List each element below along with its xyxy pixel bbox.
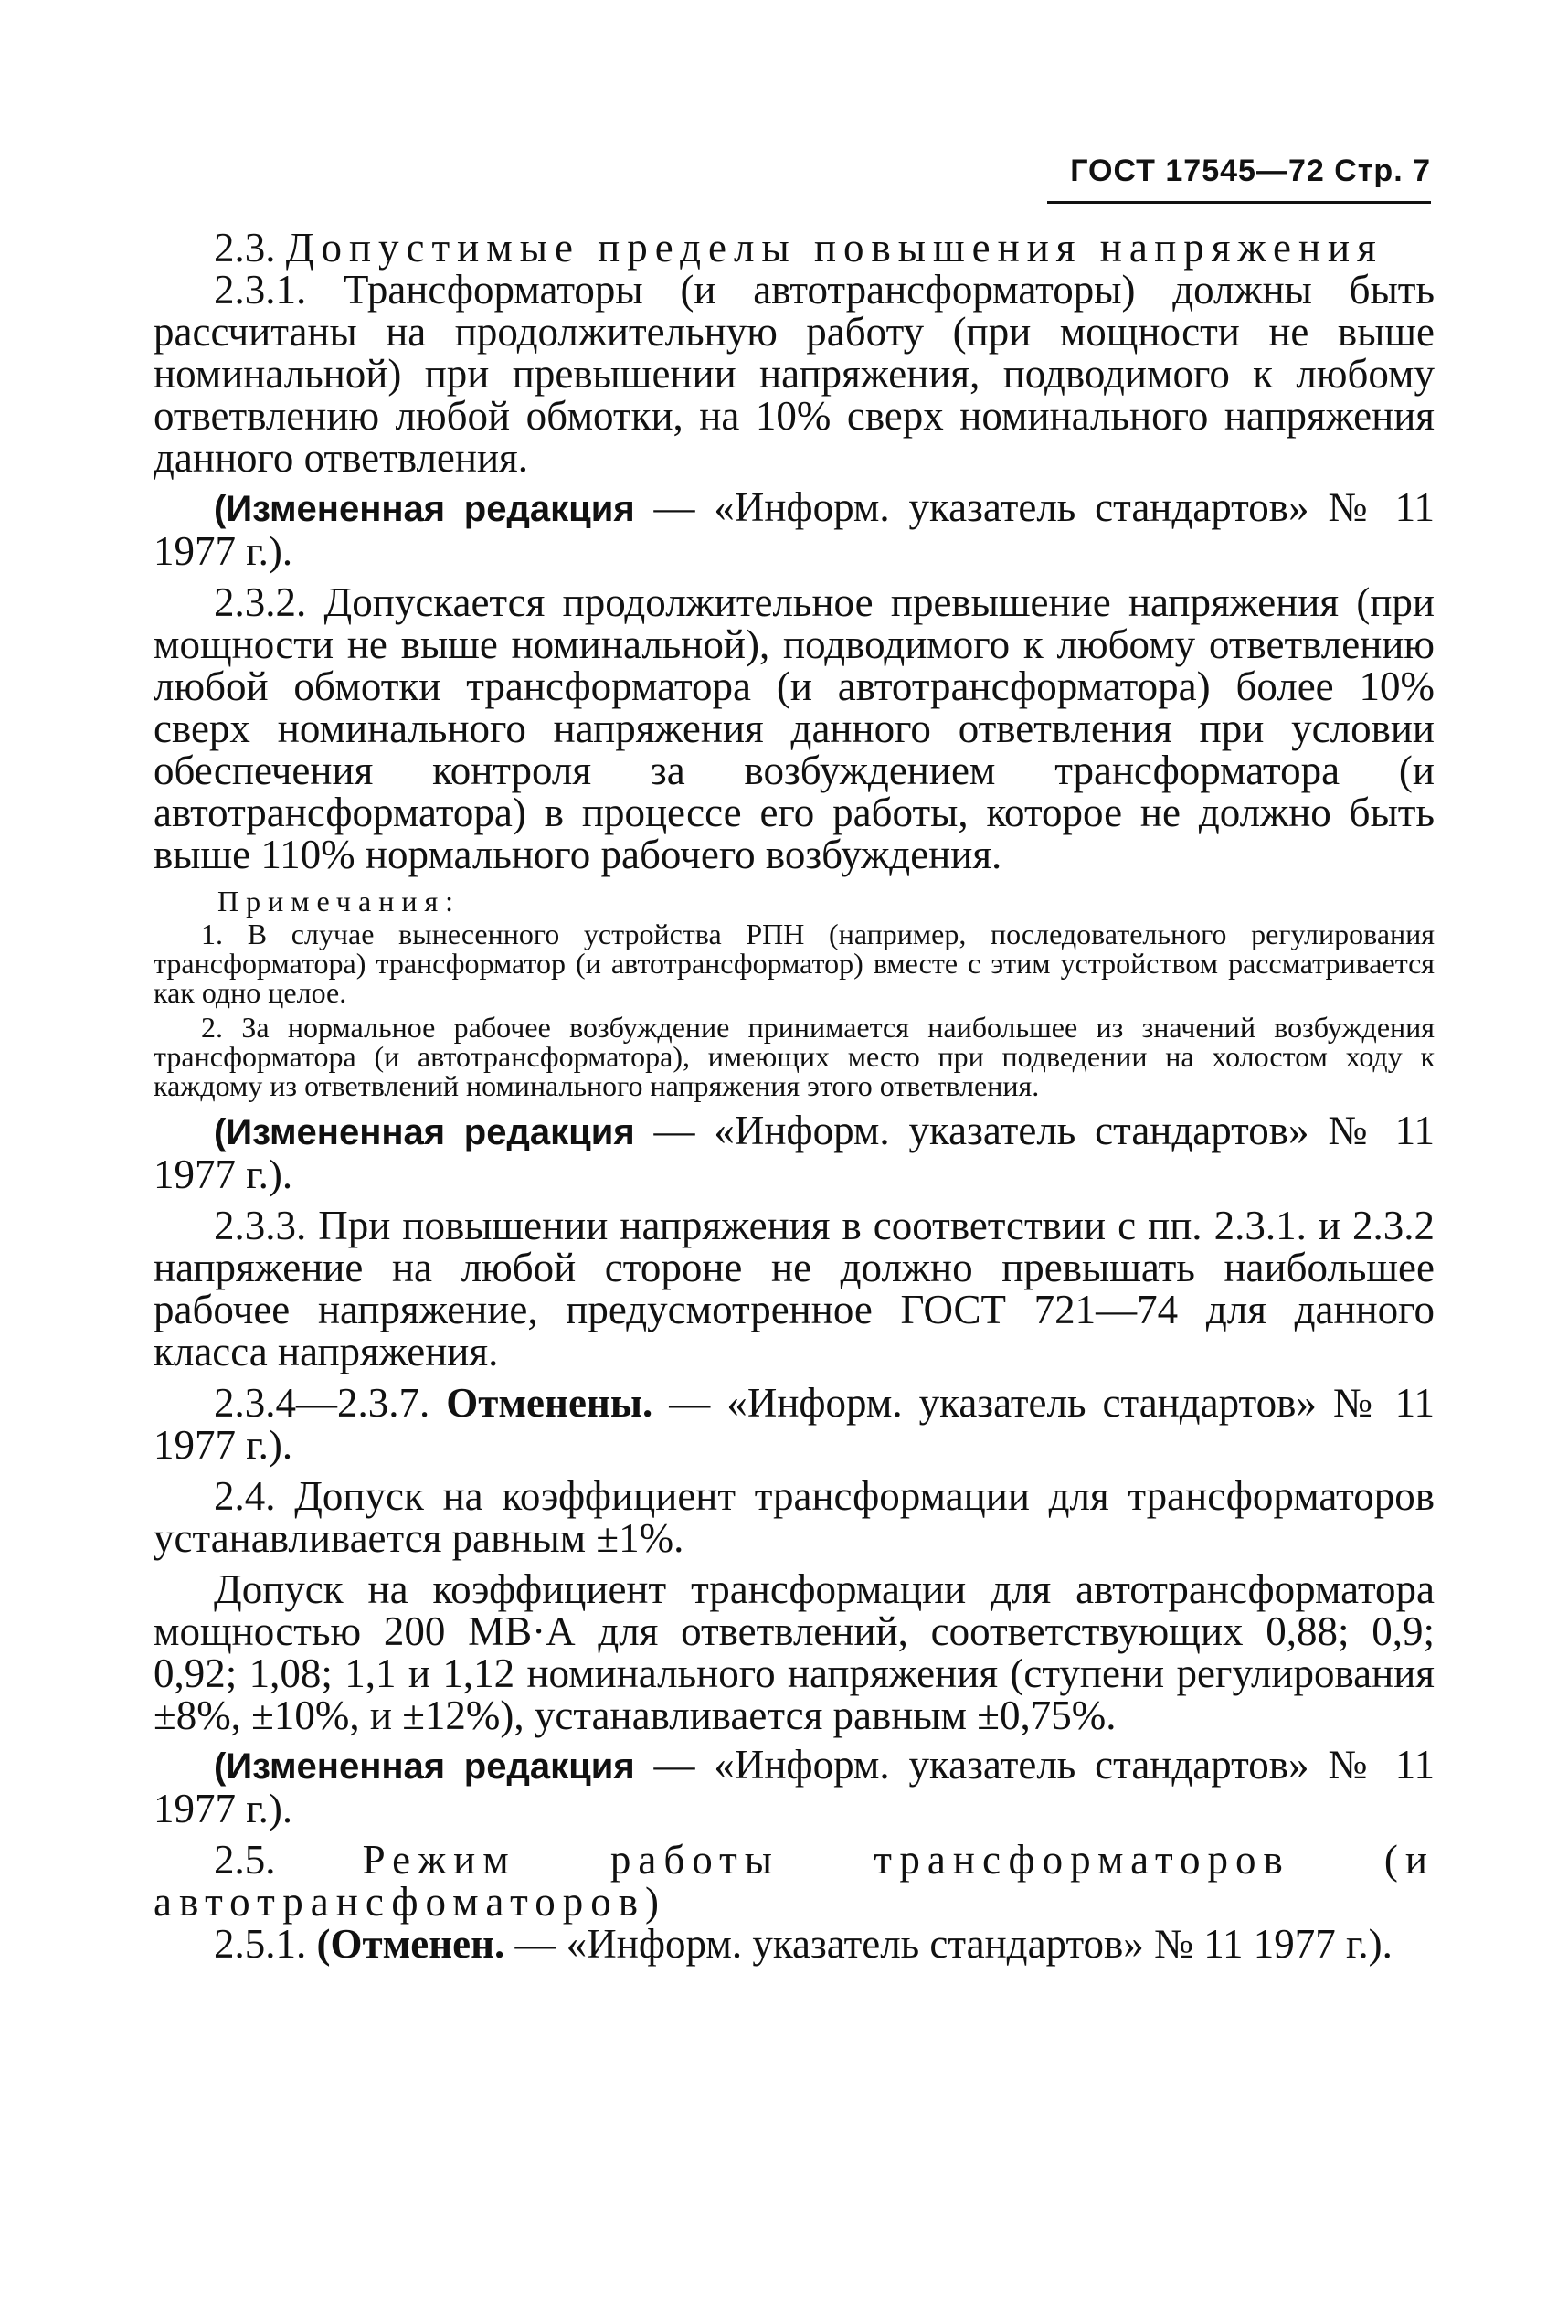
canceled-label: Отменены. bbox=[446, 1380, 653, 1426]
note-2: 2. За нормальное рабочее возбуждение принимается наибольшее из значений возбуждения трансформатора (и автотрансформатора), имеющих место при подведении на холостом ходу к каждому из ответвлений номинального напряжения этого ответвления. bbox=[154, 1011, 1435, 1102]
page-header bbox=[1070, 154, 1431, 189]
canceled-text: — «Информ. указатель стандартов» № 11 1977 г.). bbox=[154, 1380, 1436, 1468]
section-title: Режим работы трансформаторов (и автотрансфоматоров) bbox=[154, 1837, 1435, 1925]
amendment-text: — «Информ. указатель стандартов» № 11 1977 г.). bbox=[154, 1742, 1436, 1831]
paragraph-2-3-4-7 bbox=[154, 1382, 1435, 1466]
section-number: 2.5.1. bbox=[214, 1921, 307, 1967]
canceled-text: — «Информ. указатель стандартов» № 11 1977 г.). bbox=[504, 1921, 1393, 1967]
note-1: 1. В случае вынесенного устройства РПН (например, последовательного регулирования трансформатора) трансформатор (и автотрансформатор) вместе с этим устройством рассматривается как одно целое. bbox=[154, 918, 1435, 1009]
gost-number: ГОСТ 17545—72 bbox=[1070, 154, 1325, 188]
section-2-5-heading bbox=[154, 1839, 1435, 1923]
paragraph-2-3-2: 2.3.2. Допускается продолжительное превышение напряжения (при мощности не выше номинальной), подводимого к любому ответвлению любой обмотки трансформатора (и автотрансформатора) более 10% сверх номинального напряжения данного ответвления при условии обеспечения контроля за возбуждением трансформатора (и автотрансформатора) в процессе его работы, которое не должно быть выше 110% нормального рабочего возбуждения. bbox=[154, 579, 1435, 877]
paragraph-2-4-autotransformer: Допуск на коэффициент трансформации для автотрансформатора мощностью 200 МВ·А для ответвлений, соответствующих 0,88; 0,9; 0,92; 1,08; 1,1 и 1,12 номинального напряжения (ступени регулирования ±8%, ±10%, и ±12%), устанавливается равным ±0,75%. bbox=[154, 1566, 1435, 1738]
amendment-label: (Измененная редакция bbox=[214, 1112, 635, 1152]
paragraph-2-4: 2.4. Допуск на коэффициент трансформации для трансформаторов устанавливается равным ±1%. bbox=[154, 1473, 1435, 1561]
amendment-text: — «Информ. указатель стандартов» № 11 1977 г.). bbox=[154, 1108, 1436, 1197]
paragraph-2-5-1 bbox=[154, 1923, 1435, 1965]
amendment-note bbox=[154, 486, 1435, 572]
canceled-label: (Отменен. bbox=[316, 1921, 505, 1967]
amendment-note bbox=[154, 1744, 1435, 1830]
page-number: Стр. 7 bbox=[1334, 154, 1431, 188]
amendment-label: (Измененная редакция bbox=[214, 489, 635, 529]
section-2-3-heading bbox=[154, 227, 1435, 269]
section-number: 2.5. bbox=[214, 1837, 276, 1883]
notes-title: Примечания: bbox=[217, 885, 461, 918]
section-number: 2.3.4—2.3.7. bbox=[214, 1380, 430, 1426]
paragraph-2-3-3: 2.3.3. При повышении напряжения в соответствии с пп. 2.3.1. и 2.3.2 напряжение на любой стороне не должно превышать наибольшее рабочее напряжение, предусмотренное ГОСТ 721—74 для данного класса напряжения. bbox=[154, 1203, 1435, 1374]
header-rule bbox=[1047, 201, 1431, 204]
notes-block bbox=[154, 886, 1435, 1100]
amendment-note bbox=[154, 1109, 1435, 1195]
amendment-label: (Измененная редакция bbox=[214, 1746, 635, 1787]
section-number: 2.3. bbox=[214, 225, 276, 271]
section-title: Допустимые пределы повышения напряжения bbox=[285, 225, 1383, 271]
amendment-text: — «Информ. указатель стандартов» № 11 1977 г.). bbox=[154, 484, 1436, 574]
paragraph-2-3-1: 2.3.1. Трансформаторы (и автотрансформаторы) должны быть рассчитаны на продолжительную работу (при мощности не выше номинальной) при превышении напряжения, подводимого к любому ответвлению любой обмотки, на 10% сверх номинального напряжения данного ответвления. bbox=[154, 267, 1435, 481]
document-body bbox=[154, 227, 1435, 1965]
